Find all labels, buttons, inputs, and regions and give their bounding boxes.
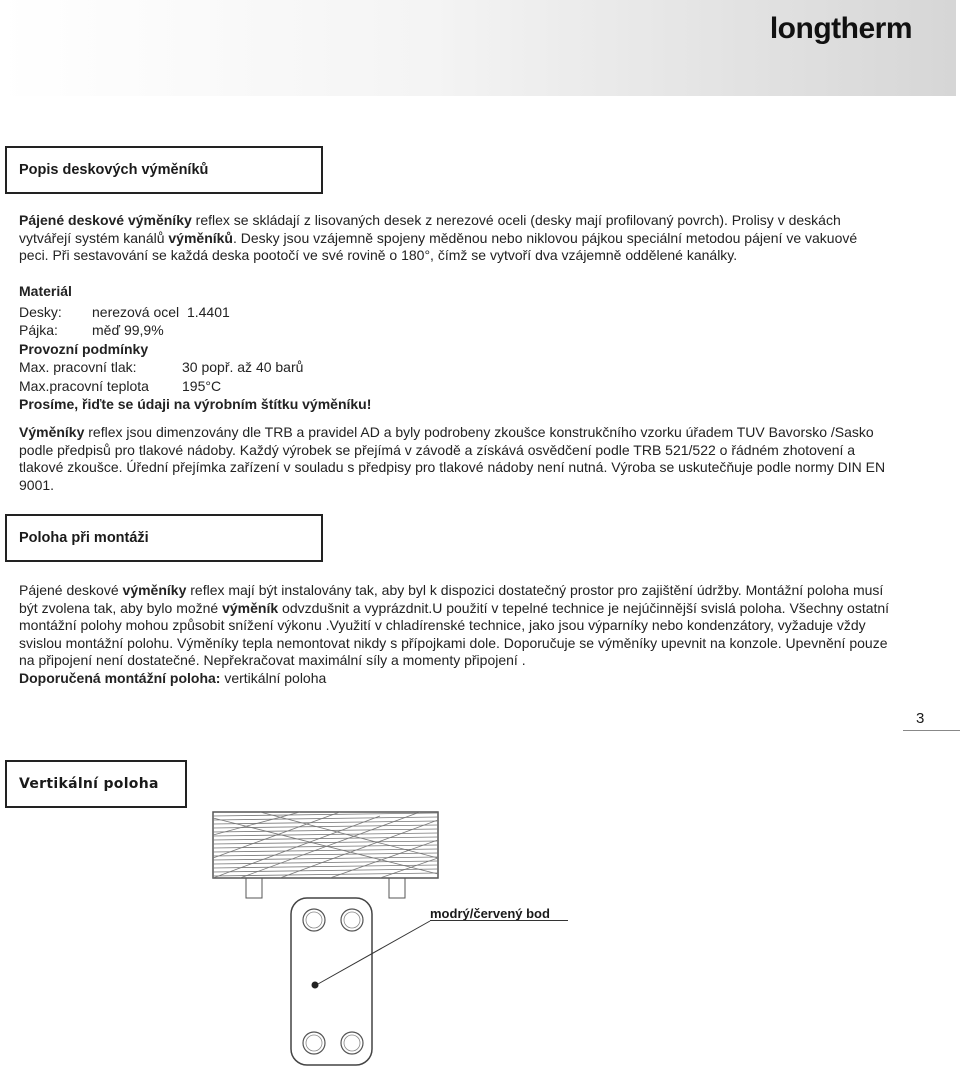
desky-value: nerezová ocel 1.4401 (92, 303, 230, 320)
text-run: Pájené deskové (19, 582, 123, 598)
label-notice: Prosíme, řiďte se údaji na výrobním štítku výměníku! (19, 396, 372, 412)
text-run: reflex se skládají z lisovaných desek z nerezové oceli (desky mají profilovaný povrch). Prolisy v deskách vytvářejí systém kanálů (19, 212, 841, 246)
diagram-label-underline (430, 920, 568, 921)
bold-term: Výměníky (19, 424, 85, 440)
desky-label: Desky: (19, 303, 62, 320)
recommended-value: vertikální poloha (220, 669, 327, 686)
section-heading-description: Popis deskových výměníků (5, 146, 323, 194)
bold-term: Pájené deskové výměníky (19, 212, 192, 228)
plate-lines (213, 812, 438, 878)
pajka-value: měď 99,9% (92, 322, 164, 338)
bold-term: výměníky (122, 582, 187, 598)
section-heading-mounting: Poloha při montáži (5, 514, 323, 562)
temperature-value: 195°C (182, 377, 222, 394)
diagram-label: modrý/červený bod (430, 906, 550, 921)
section-heading-vertical: Vertikální poloha (5, 760, 187, 808)
text-run: . Desky jsou vzájemně spojeny měděnou nebo niklovou pájkou speciální metodou pájení ve vakuové peci. Při sestavování se každá deska pootočí ve své rovině o 180°, čímž se vytvoří dva vzájemně oddělené kanálky. (19, 229, 858, 263)
pajka-label: Pájka: (19, 322, 58, 338)
marker-dot (312, 982, 319, 989)
recommended-label: Doporučená montážní poloha: (19, 669, 221, 686)
pressure-value: 30 popř. až 40 barů (182, 359, 304, 375)
label-leader-line (318, 921, 430, 984)
text-run: reflex jsou dimenzovány dle TRB a pravidel AD a byly podrobeny zkoušce konstrukčního vzorku úřadem TUV Bavorsko /Sasko podle předpisů pro tlakové nádoby. Každý výrobek se přejímá v závodě a získává osvědčení podle TRB 521/522 o řádném zhotovení a tlakové zkoušce. Úřední přejímka zařízení v souladu s předpisy pro tlakové nádoby není nutná. Výroba se uskutečňuje podle normy DIN EN 9001. (19, 424, 886, 493)
text-run: odvzdušnit a vyprázdnit.U použití v tepelné technice je nejúčinnější svislá poloha. Všechny ostatní montážní polohy mohou způsobit snížení výkonu .Využití v chladírenské technice, jako jsou výparníky nebo kondenzátory, vyžaduje vždy svislou montážní polohu. Výměníky tepla nemontovat nikdy s přípojkami dole. Doporučuje se výměníky upevnit na konzole. Upevnění pouze na připojení není dostatečné. Nepřekračovat maximální síly a momenty připojení . (19, 599, 890, 668)
conditions-heading: Provozní podmínky (19, 340, 149, 357)
material-heading: Materiál (19, 283, 72, 299)
exchanger-front-view (291, 898, 430, 1065)
page-number: 3 (916, 710, 925, 727)
exchanger-side-view (213, 812, 438, 898)
pressure-label: Max. pracovní tlak: (19, 359, 137, 375)
bold-term: výměník (222, 599, 279, 616)
temperature-label: Max.pracovní teplota (19, 377, 149, 394)
brand-logo: longtherm (769, 12, 912, 45)
text-run: reflex mají být instalovány tak, aby byl k dispozici dostatečný prostor pro zajištění údržby. Montážní poloha musí být zvolena tak, aby bylo možné (19, 582, 884, 616)
bold-term: výměníků (168, 229, 233, 246)
